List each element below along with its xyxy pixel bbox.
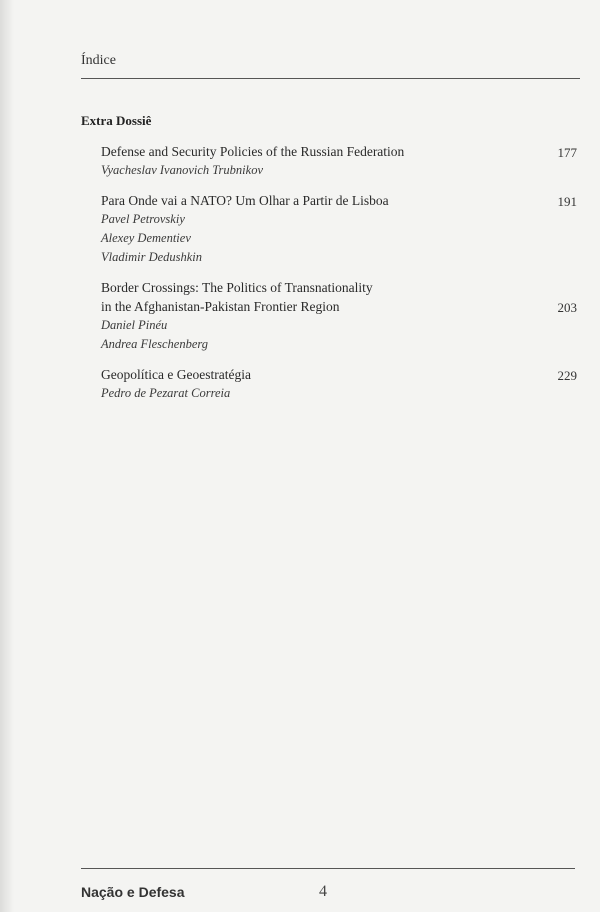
entry-title: in the Afghanistan-Pakistan Frontier Region <box>101 299 340 314</box>
section-title: Extra Dossiê <box>81 113 152 128</box>
entry-author: Pedro de Pezarat Correia <box>101 386 231 400</box>
page-title: Índice <box>81 53 116 68</box>
entry-page-number: 203 <box>557 300 577 315</box>
entry-title: Defense and Security Policies of the Russian Federation <box>101 144 405 159</box>
toc-entry[interactable] <box>101 278 579 354</box>
entry-author: Vyacheslav Ivanovich Trubnikov <box>101 163 263 177</box>
journal-name: Nação e Defesa <box>81 884 185 900</box>
toc-entries <box>101 142 579 414</box>
page-spine-shadow <box>0 0 14 912</box>
entry-author: Daniel Pinéu <box>101 318 168 332</box>
entry-page-number: 177 <box>557 145 577 160</box>
entry-title: Geopolítica e Geoestratégia <box>101 367 251 382</box>
page-number: 4 <box>319 883 327 900</box>
header-divider <box>81 78 580 79</box>
toc-entry[interactable] <box>101 365 579 403</box>
entry-title: Border Crossings: The Politics of Transnationality <box>101 280 373 295</box>
footer-divider <box>81 868 575 869</box>
entry-page-number: 191 <box>557 194 577 209</box>
entry-author: Alexey Dementiev <box>101 231 191 245</box>
entry-author: Pavel Petrovskiy <box>101 212 185 226</box>
toc-entry[interactable] <box>101 142 579 180</box>
entry-title: Para Onde vai a NATO? Um Olhar a Partir de Lisboa <box>101 193 389 208</box>
entry-page-number: 229 <box>557 368 577 383</box>
toc-entry[interactable] <box>101 191 579 267</box>
entry-author: Andrea Fleschenberg <box>101 337 209 351</box>
entry-author: Vladimir Dedushkin <box>101 250 203 264</box>
